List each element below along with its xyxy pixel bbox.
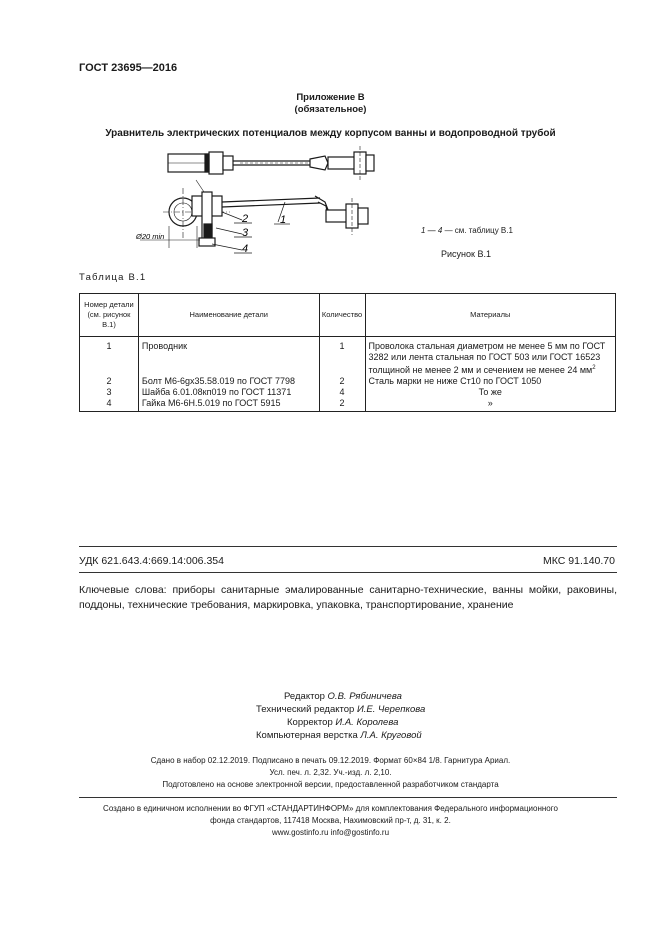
- cell-name: Гайка М6-6Н.5.019 по ГОСТ 5915: [138, 398, 319, 412]
- cell-material: То же: [365, 387, 615, 398]
- cell-material: Проволока стальная диаметром не менее 5 мм по ГОСТ 3282 или лента стальная по ГОСТ 503 или ГОСТ 16523 толщиной не менее 2 мм и сечением не менее 24 $мм^2$: [365, 337, 615, 377]
- keywords: Ключевые слова: приборы санитарные эмалированные санитарно-технические, ванны мойки, раковины, поддоны, технические требования, маркировка, упаковка, транспортирование, хранение: [79, 584, 617, 611]
- divider-bottom: [79, 797, 617, 798]
- cell-qty: 2: [319, 398, 365, 412]
- label-3: 3: [242, 227, 249, 239]
- cell-name: Шайба 6.01.08кп019 по ГОСТ 11371: [138, 387, 319, 398]
- staff-tech-editor: [256, 703, 425, 716]
- header-name: Наименование детали: [138, 294, 319, 337]
- staff-role: Редактор: [284, 691, 325, 702]
- standard-id: ГОСТ 23695—2016: [79, 62, 178, 74]
- header-qty: Количество: [319, 294, 365, 337]
- cell-name: Проводник: [138, 337, 319, 377]
- table-row: [80, 387, 616, 398]
- print-info-line2: Усл. печ. л. 2,32. Уч.-изд. л. 2,10.: [269, 768, 392, 777]
- cell-qty: 2: [319, 376, 365, 387]
- figure-note: [421, 226, 513, 235]
- staff-name: Л.А. Круговой: [360, 730, 422, 741]
- parts-table: [79, 293, 616, 412]
- staff-name: И.А. Королева: [335, 717, 399, 728]
- divider-middle: [79, 572, 617, 573]
- table-title: Таблица В.1: [79, 272, 147, 283]
- figure-caption: Рисунок В.1: [441, 249, 491, 259]
- cell-qty: 4: [319, 387, 365, 398]
- figure-note-range: 1 — 4: [421, 226, 443, 235]
- staff-role: Корректор: [287, 717, 333, 728]
- print-info-line3: Подготовлено на основе электронной версии, предоставленной разработчиком стандарта: [162, 780, 499, 789]
- label-4: 4: [242, 243, 249, 255]
- staff-role: Компьютерная верстка: [256, 730, 358, 741]
- staff-corrector: [287, 716, 398, 729]
- cell-num: 4: [80, 398, 139, 412]
- table-row: [80, 376, 616, 387]
- table-header-row: [80, 294, 616, 337]
- staff-role: Технический редактор: [256, 704, 355, 715]
- equalizer-drawing: [130, 140, 390, 265]
- staff-layout: [256, 729, 422, 742]
- print-info-line1: Сдано в набор 02.12.2019. Подписано в печать 09.12.2019. Формат 60×84 1/8. Гарнитура Ариал.: [150, 756, 511, 765]
- divider-top: [79, 546, 617, 547]
- cell-material: »: [365, 398, 615, 412]
- appendix-status: (обязательное): [294, 104, 367, 115]
- cell-qty: 1: [319, 337, 365, 377]
- figure-note-text: — см. таблицу В.1: [442, 226, 513, 235]
- staff-name: И.Е. Черепкова: [356, 704, 426, 715]
- diameter-label: Ø20 min: [136, 232, 165, 241]
- udc-code: УДК 621.643.4:669.14:006.354: [79, 555, 224, 567]
- cell-num: 3: [80, 387, 139, 398]
- cell-material-text: Проволока стальная диаметром не менее 5 мм по ГОСТ 3282 или лента стальная по ГОСТ 503 или ГОСТ 16523 толщиной не менее 2 мм и сечением не менее 24 мм: [368, 341, 606, 375]
- cell-name: Болт М6-6gx35.58.019 по ГОСТ 7798: [138, 376, 319, 387]
- figure-title: Уравнитель электрических потенциалов между корпусом ванны и водопроводной трубой: [105, 128, 556, 139]
- header-material: Материалы: [365, 294, 615, 337]
- staff-name: О.В. Рябиничева: [327, 691, 402, 702]
- footer-line1: Создано в единичном исполнении во ФГУП «СТАНДАРТИНФОРМ» для комплектования Федерального информационного: [103, 804, 558, 813]
- staff-editor: [284, 690, 402, 703]
- header-number: Номер детали (см. рисунок В.1): [80, 294, 139, 337]
- table-row: [80, 337, 616, 377]
- cell-material: Сталь марки не ниже Ст10 по ГОСТ 1050: [365, 376, 615, 387]
- label-2: 2: [242, 213, 249, 225]
- cell-num: 1: [80, 337, 139, 377]
- footer-line2: фонда стандартов, 117418 Москва, Нахимовский пр-т, д. 31, к. 2.: [210, 816, 451, 825]
- appendix-title: Приложение В: [296, 92, 365, 103]
- mks-code: МКС 91.140.70: [543, 555, 615, 567]
- cell-num: 2: [80, 376, 139, 387]
- footer-line3: www.gostinfo.ru info@gostinfo.ru: [271, 828, 390, 837]
- table-row: [80, 398, 616, 412]
- label-1: 1: [280, 214, 287, 226]
